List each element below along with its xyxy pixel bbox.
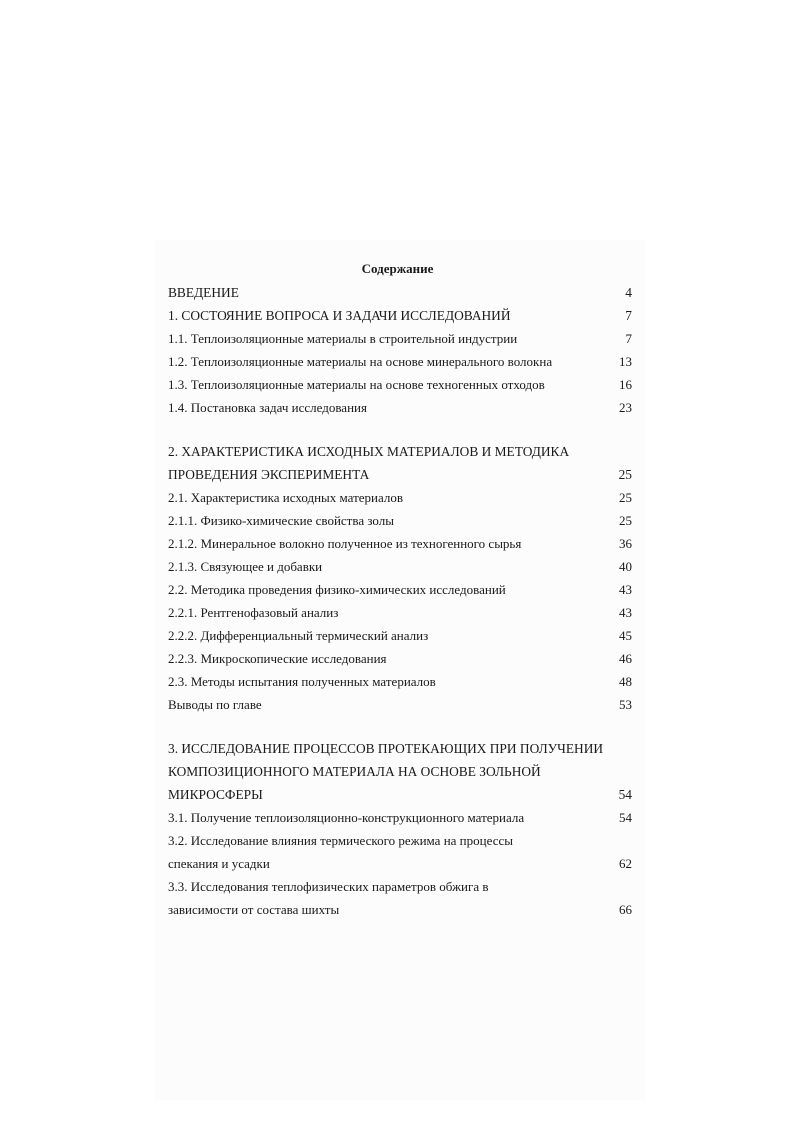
toc-entry-title: 2.1. Характеристика исходных материалов	[168, 490, 404, 505]
toc-page-number: 66	[619, 902, 632, 917]
toc-entry[interactable]	[168, 624, 632, 647]
toc-entry[interactable]	[168, 852, 632, 875]
toc-section	[168, 281, 632, 419]
toc-entry[interactable]	[168, 737, 632, 760]
toc-entry[interactable]	[168, 396, 632, 419]
toc-entry[interactable]	[168, 670, 632, 693]
toc-title: Содержание	[361, 261, 434, 276]
toc-entry[interactable]	[168, 463, 632, 486]
toc-page-number: 53	[619, 697, 632, 712]
toc-entry[interactable]	[168, 350, 632, 373]
toc-page-number: 7	[625, 308, 632, 323]
toc-page-number: 45	[619, 628, 632, 643]
toc-entry[interactable]	[168, 806, 632, 829]
toc-page-number: 62	[619, 856, 632, 871]
toc-page-number: 23	[619, 400, 632, 415]
toc-entry-title: 2.2.2. Дифференциальный термический анализ	[168, 628, 429, 643]
toc-entry-title: Выводы по главе	[168, 697, 262, 712]
toc-page-number: 7	[625, 331, 632, 346]
toc-entry-title: 2.1.2. Минеральное волокно полученное из техногенного сырья	[168, 536, 522, 551]
toc-entry-title: 2.2.3. Микроскопические исследования	[168, 651, 387, 666]
toc-entry-title: 1. СОСТОЯНИЕ ВОПРОСА И ЗАДАЧИ ИССЛЕДОВАНИЙ	[168, 308, 511, 323]
toc-entry[interactable]	[168, 783, 632, 806]
toc-page-number: 48	[619, 674, 632, 689]
toc-entry-title: 1.1. Теплоизоляционные материалы в строительной индустрии	[168, 331, 518, 346]
toc-entry-title: 2.1.3. Связующее и добавки	[168, 559, 323, 574]
toc-entry-title: зависимости от состава шихты	[168, 902, 340, 917]
toc-entry[interactable]	[168, 304, 632, 327]
toc-entry[interactable]	[168, 647, 632, 670]
toc-page-number: 40	[619, 559, 632, 574]
toc-page-number: 13	[619, 354, 632, 369]
toc-page-number: 54	[618, 787, 632, 802]
toc-entry[interactable]	[168, 327, 632, 350]
toc-entry[interactable]	[168, 578, 632, 601]
toc-entry-title: 2.3. Методы испытания полученных материалов	[168, 674, 436, 689]
toc-page-number: 4	[625, 285, 632, 300]
toc-entry-title: 3. ИССЛЕДОВАНИЕ ПРОЦЕССОВ ПРОТЕКАЮЩИХ ПРИ ПОЛУЧЕНИИ	[168, 741, 604, 756]
toc-entry-title: ПРОВЕДЕНИЯ ЭКСПЕРИМЕНТА	[168, 467, 370, 482]
table-of-contents	[168, 281, 632, 942]
toc-entry[interactable]	[168, 440, 632, 463]
toc-entry-title: 2. ХАРАКТЕРИСТИКА ИСХОДНЫХ МАТЕРИАЛОВ И МЕТОДИКА	[168, 444, 570, 459]
toc-entry-title: ВВЕДЕНИЕ	[168, 285, 239, 300]
toc-entry-title: 1.3. Теплоизоляционные материалы на основе техногенных отходов	[168, 377, 545, 392]
toc-entry-title: 1.4. Постановка задач исследования	[168, 400, 367, 415]
toc-section	[168, 737, 632, 921]
toc-entry-title: 2.2. Методика проведения физико-химических исследований	[168, 582, 506, 597]
toc-entry[interactable]	[168, 509, 632, 532]
toc-entry-title: спекания и усадки	[168, 856, 270, 871]
toc-entry[interactable]	[168, 693, 632, 716]
toc-page-number: 25	[619, 490, 632, 505]
toc-entry-title: МИКРОСФЕРЫ	[168, 787, 263, 802]
toc-entry-title: 3.1. Получение теплоизоляционно-конструкционного материала	[168, 810, 525, 825]
toc-page-number: 43	[619, 605, 632, 620]
toc-page-number: 54	[619, 810, 632, 825]
toc-entry-title: 3.2. Исследование влияния термического режима на процессы	[168, 833, 513, 848]
toc-page-number: 36	[619, 536, 632, 551]
toc-entry-title: 3.3. Исследования теплофизических параметров обжига в	[168, 879, 489, 894]
toc-entry[interactable]	[168, 532, 632, 555]
toc-entry-title: 2.1.1. Физико-химические свойства золы	[168, 513, 394, 528]
toc-entry[interactable]	[168, 281, 632, 304]
toc-entry[interactable]	[168, 829, 632, 852]
toc-entry[interactable]	[168, 486, 632, 509]
toc-entry[interactable]	[168, 898, 632, 921]
toc-page-number: 46	[619, 651, 632, 666]
toc-entry[interactable]	[168, 373, 632, 396]
toc-entry-title: 1.2. Теплоизоляционные материалы на основе минерального волокна	[168, 354, 553, 369]
toc-entry[interactable]	[168, 601, 632, 624]
toc-page-number: 25	[618, 467, 632, 482]
toc-section	[168, 440, 632, 716]
toc-page-number: 25	[619, 513, 632, 528]
toc-entry[interactable]	[168, 555, 632, 578]
toc-entry[interactable]	[168, 875, 632, 898]
toc-page-number: 43	[619, 582, 632, 597]
toc-page-number: 16	[619, 377, 632, 392]
toc-entry-title: 2.2.1. Рентгенофазовый анализ	[168, 605, 339, 620]
toc-entry[interactable]	[168, 760, 632, 783]
toc-entry-title: КОМПОЗИЦИОННОГО МАТЕРИАЛА НА ОСНОВЕ ЗОЛЬНОЙ	[168, 764, 541, 779]
